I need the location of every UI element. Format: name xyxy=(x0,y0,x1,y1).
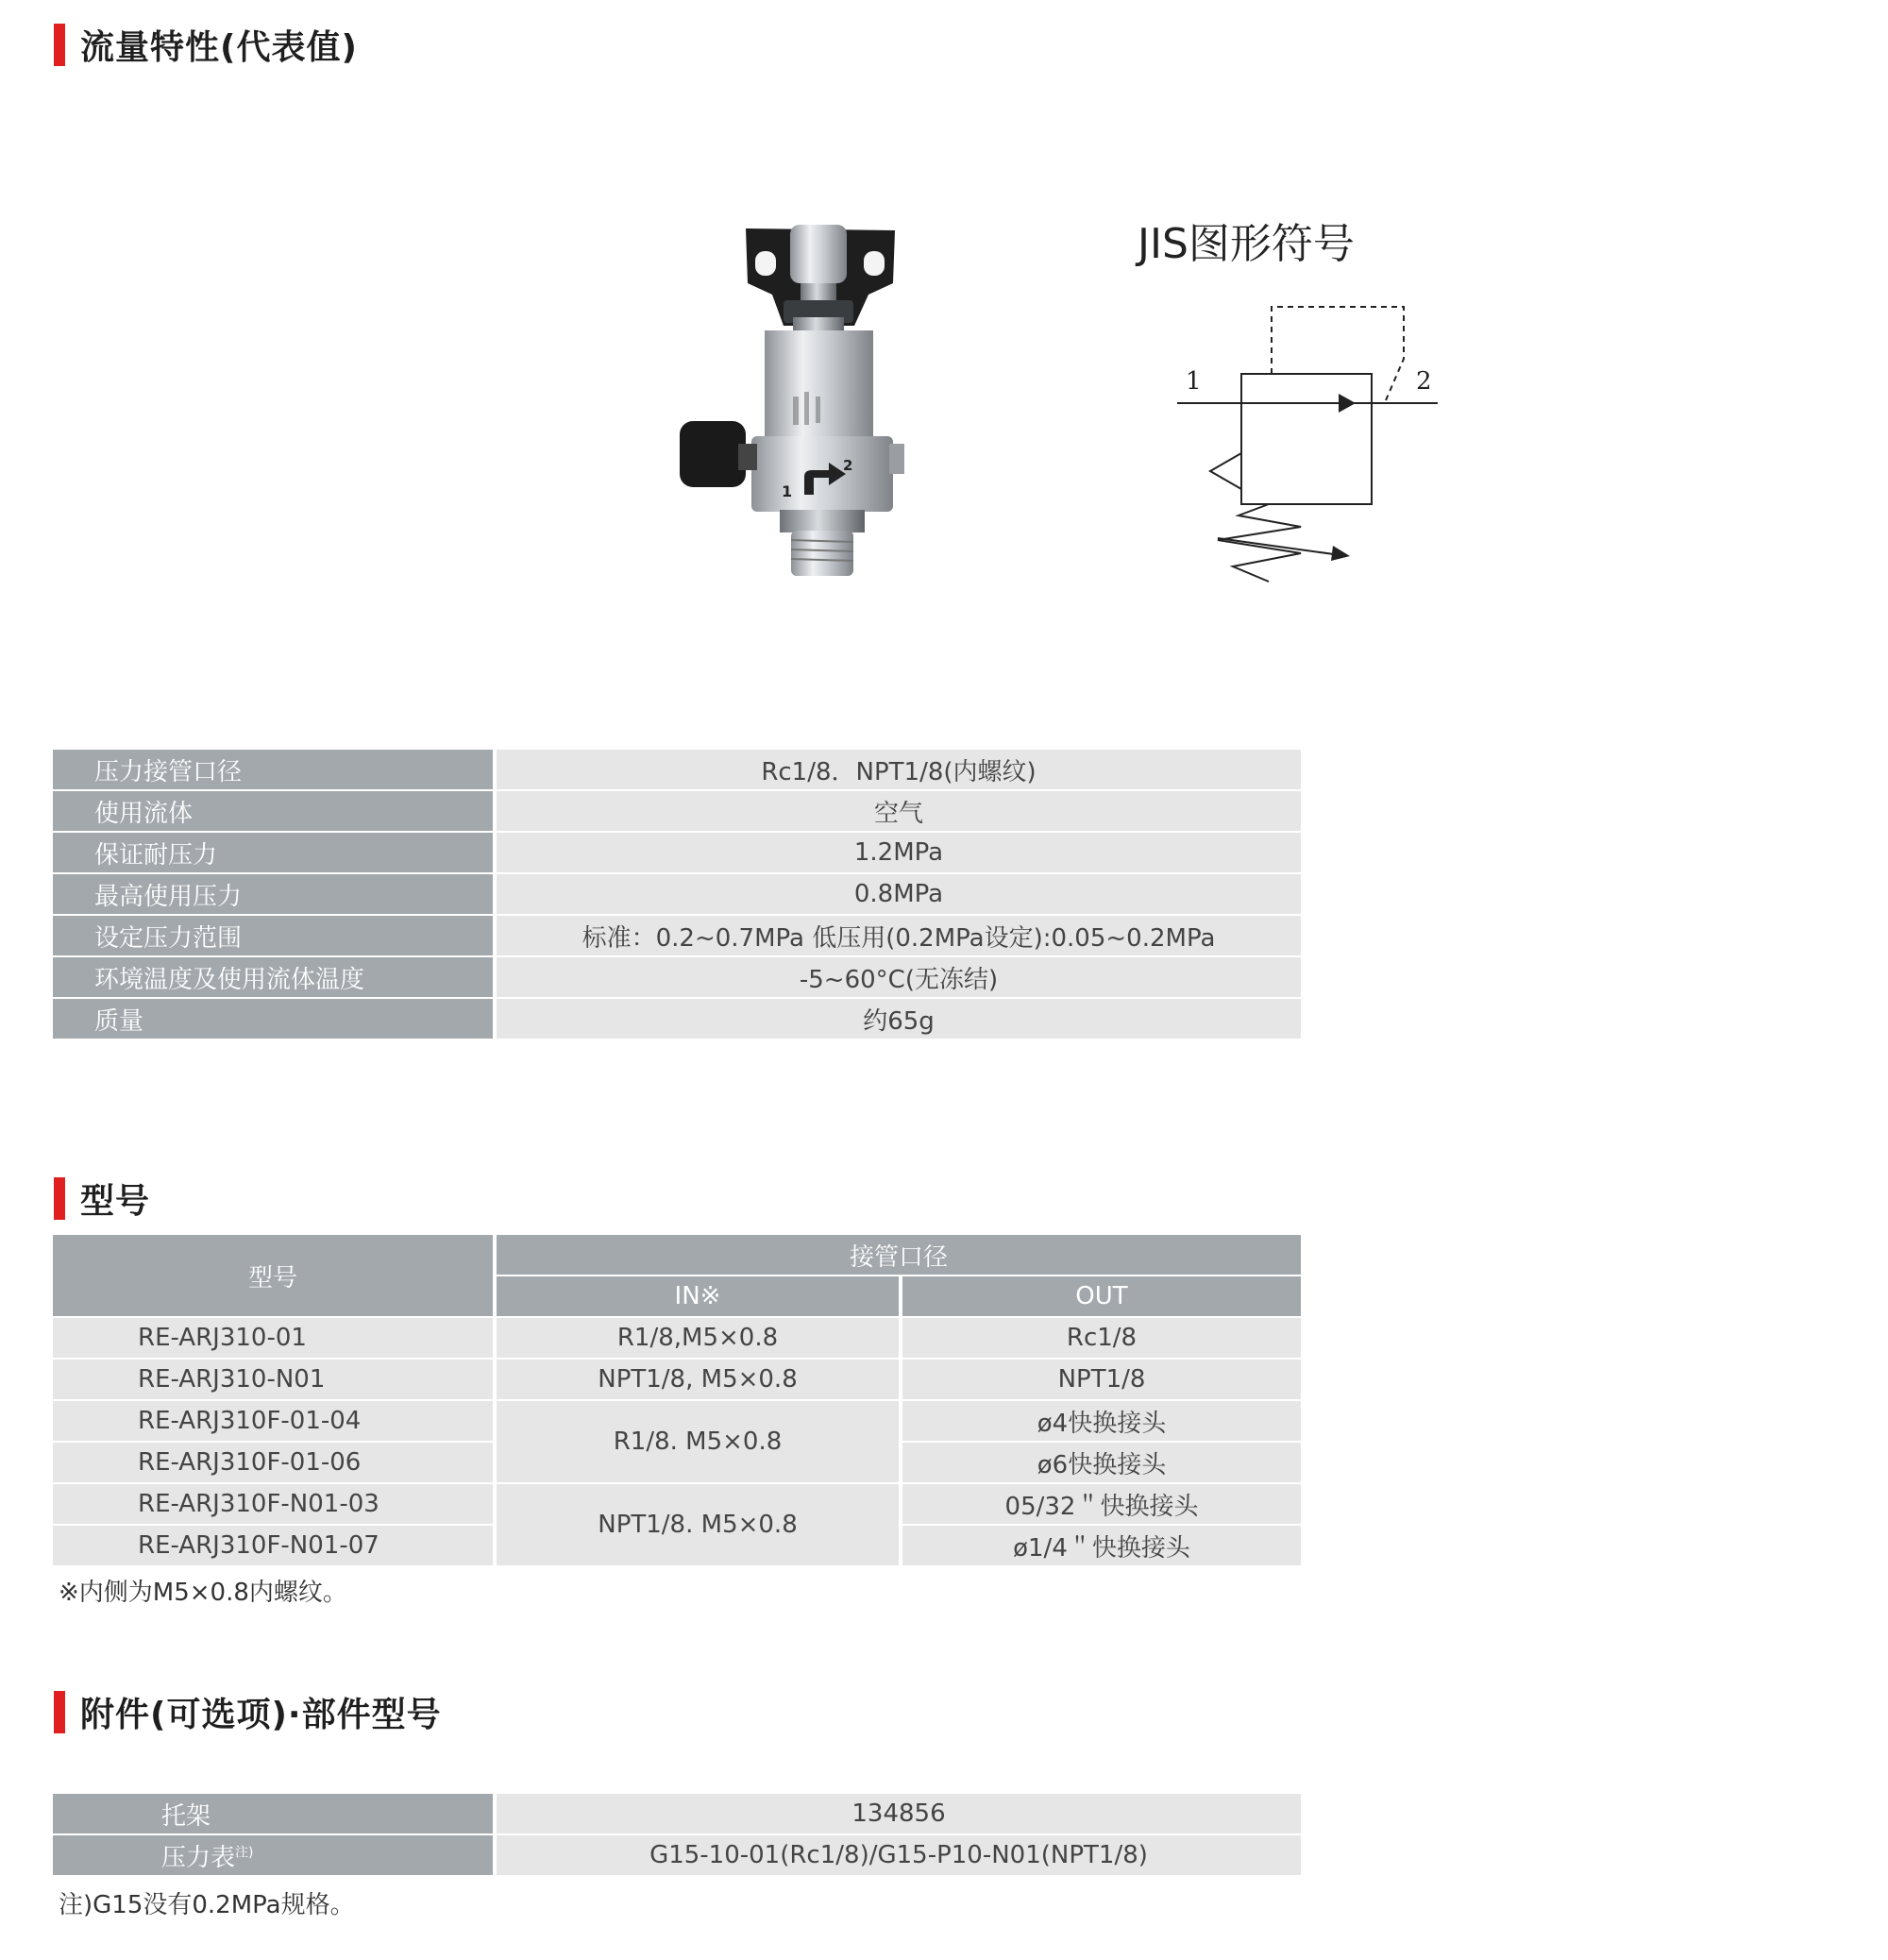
svg-text:2: 2 xyxy=(1416,367,1432,396)
header-model: 型号 xyxy=(53,1234,495,1317)
section-marker xyxy=(54,24,65,66)
spec-table xyxy=(53,748,1301,1040)
model-cell: RE-ARJ310-N01 xyxy=(53,1359,495,1400)
spec-label: 使用流体 xyxy=(53,790,495,832)
accessory-label: 托架 xyxy=(53,1793,495,1834)
accessory-value: 134856 xyxy=(495,1793,1301,1834)
product-image xyxy=(661,212,935,590)
model-cell: RE-ARJ310-01 xyxy=(53,1317,495,1359)
table-row xyxy=(53,1834,1301,1876)
table-row xyxy=(53,749,1301,790)
table-row xyxy=(53,873,1301,915)
model-note: ※内侧为M5×0.8内螺纹。 xyxy=(59,1579,347,1607)
table-row xyxy=(53,915,1301,956)
spec-value: 1.2MPa xyxy=(495,832,1301,873)
table-row xyxy=(53,832,1301,873)
svg-text:2: 2 xyxy=(843,457,853,474)
out-cell: ø4快换接头 xyxy=(901,1400,1301,1442)
accessory-label: 压力表$^{注)}$ xyxy=(53,1834,495,1876)
spec-label: 保证耐压力 xyxy=(53,832,495,873)
spec-value: 约65g xyxy=(495,998,1301,1039)
table-row xyxy=(53,790,1301,832)
spec-label: 最高使用压力 xyxy=(53,873,495,915)
out-cell: ø6快换接头 xyxy=(901,1442,1301,1483)
table-row xyxy=(53,956,1301,998)
header-port: 接管口径 xyxy=(495,1234,1301,1276)
jis-symbol-title: JIS图形符号 xyxy=(1138,220,1355,268)
spec-value: 标准：0.2~0.7MPa 低压用(0.2MPa设定):0.05~0.2MPa xyxy=(495,915,1301,956)
model-cell: RE-ARJ310F-N01-07 xyxy=(53,1525,495,1566)
model-cell: RE-ARJ310F-N01-03 xyxy=(53,1483,495,1525)
header-out: OUT xyxy=(901,1276,1301,1317)
section-title-model: 型号 xyxy=(54,1174,150,1223)
spec-label: 压力接管口径 xyxy=(53,749,495,790)
in-cell: R1/8,M5×0.8 xyxy=(495,1317,901,1359)
section-title-accessories: 附件(可选项)·部件型号 xyxy=(54,1688,442,1736)
in-cell: NPT1/8, M5×0.8 xyxy=(495,1359,901,1400)
svg-text:1: 1 xyxy=(782,482,793,500)
model-cell: RE-ARJ310F-01-06 xyxy=(53,1442,495,1483)
accessories-table xyxy=(53,1792,1301,1877)
table-header-row xyxy=(53,1234,1301,1276)
jis-symbol-diagram xyxy=(1171,293,1454,595)
in-cell: R1/8. M5×0.8 xyxy=(495,1400,901,1483)
svg-text:1: 1 xyxy=(1186,367,1202,396)
spec-value: 0.8MPa xyxy=(495,873,1301,915)
footnote-mark: 注) xyxy=(235,1844,254,1860)
out-cell: NPT1/8 xyxy=(901,1359,1301,1400)
out-cell: 05/32＂快换接头 xyxy=(901,1483,1301,1525)
section-marker xyxy=(54,1691,65,1733)
in-cell: NPT1/8. M5×0.8 xyxy=(495,1483,901,1566)
spec-value: -5~60°C(无冻结) xyxy=(495,956,1301,998)
out-cell: Rc1/8 xyxy=(901,1317,1301,1359)
table-row xyxy=(53,1793,1301,1834)
spec-value: 空气 xyxy=(495,790,1301,832)
accessory-value: G15-10-01(Rc1/8)/G15-P10-N01(NPT1/8) xyxy=(495,1834,1301,1876)
table-row xyxy=(53,1317,1301,1359)
table-row xyxy=(53,1400,1301,1442)
section-title-flow: 流量特性(代表值) xyxy=(54,21,358,69)
header-in: IN※ xyxy=(495,1276,901,1317)
table-row xyxy=(53,1359,1301,1400)
model-cell: RE-ARJ310F-01-04 xyxy=(53,1400,495,1442)
accessories-note: 注)G15没有0.2MPa规格。 xyxy=(59,1891,355,1919)
spec-value: Rc1/8．NPT1/8(内螺纹) xyxy=(495,749,1301,790)
spec-label: 质量 xyxy=(53,998,495,1039)
table-row xyxy=(53,1483,1301,1525)
table-row xyxy=(53,998,1301,1039)
section-marker xyxy=(54,1177,65,1220)
out-cell: ø1/4＂快换接头 xyxy=(901,1525,1301,1566)
spec-label: 设定压力范围 xyxy=(53,915,495,956)
spec-label: 环境温度及使用流体温度 xyxy=(53,956,495,998)
model-table xyxy=(53,1233,1301,1567)
